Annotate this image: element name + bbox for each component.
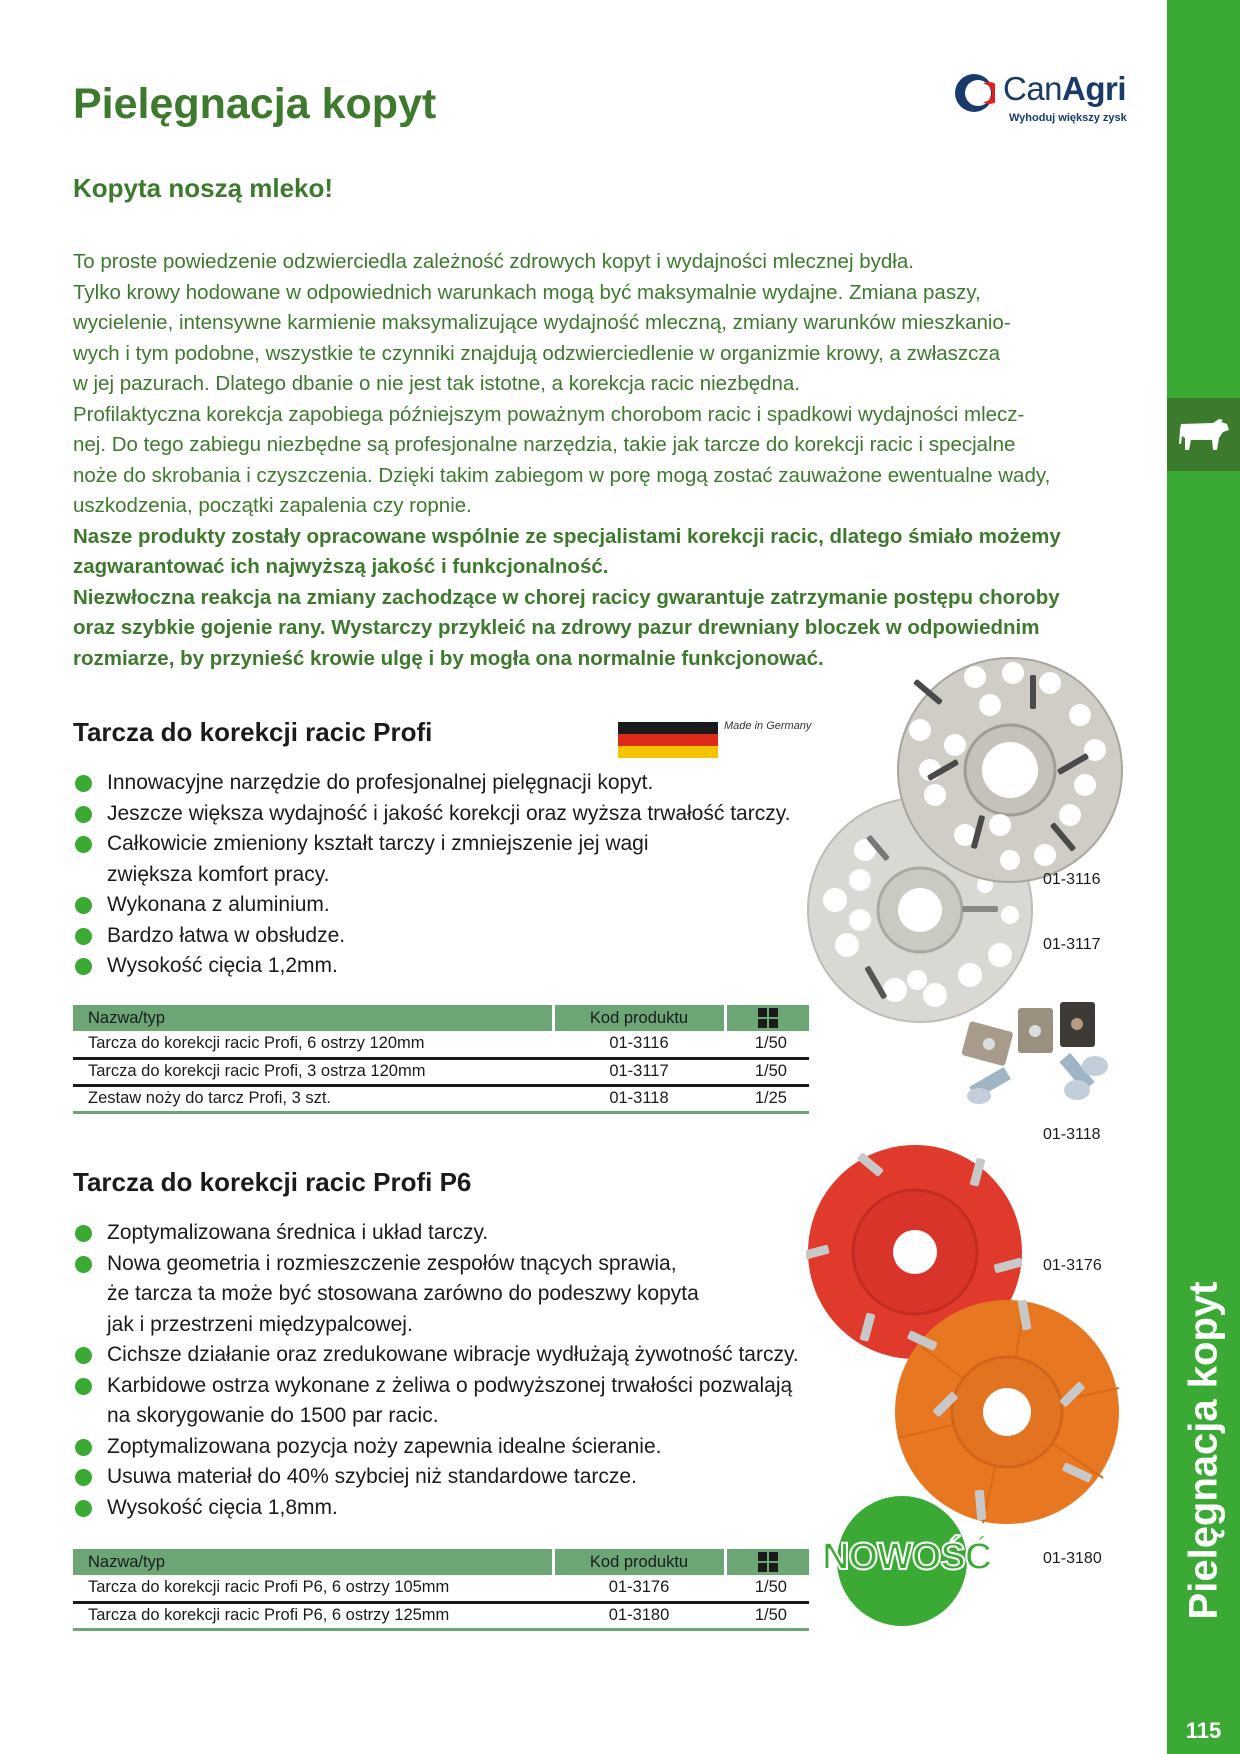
list-item: Nowa geometria i rozmieszczenie zespołów tnących sprawia, że tarcza ta może być stosowana zarówno do podeszwy kopyta jak i przestrzeni międzypalcowej. xyxy=(73,1249,799,1341)
logo-tagline: Wyhoduj większy zysk xyxy=(1009,112,1127,124)
bullet-dot-icon xyxy=(75,1347,92,1364)
table-row: Tarcza do korekcji racic Profi, 3 ostrza 120mm 01-3117 1/50 xyxy=(73,1058,809,1085)
bullet-dot-icon xyxy=(75,1256,92,1273)
made-in-label: Made in Germany xyxy=(724,720,812,732)
bullet-dot-icon xyxy=(75,897,92,914)
bullet-dot-icon xyxy=(75,928,92,945)
product-table-profi-p6 xyxy=(73,1549,809,1631)
bullet-dot-icon xyxy=(75,958,92,975)
bullet-dot-icon xyxy=(75,1378,92,1395)
image-code-label: 01-3118 xyxy=(1043,1126,1101,1143)
feature-list-profi xyxy=(73,768,790,982)
image-code-label: 01-3117 xyxy=(1043,936,1101,953)
section-title-profi-p6: Tarcza do korekcji racic Profi P6 xyxy=(73,1167,472,1197)
page-subtitle: Kopyta noszą mleko! xyxy=(73,173,334,203)
category-icon-box xyxy=(1167,398,1240,471)
canagri-logo xyxy=(953,70,1127,130)
table-row: Tarcza do korekcji racic Profi P6, 6 ostrzy 125mm 01-3180 1/50 xyxy=(73,1602,809,1629)
list-item: Zoptymalizowana średnica i układ tarczy. xyxy=(73,1218,799,1249)
list-item: Wysokość cięcia 1,8mm. xyxy=(73,1493,799,1524)
canagri-logo-mark-icon xyxy=(953,72,995,114)
image-code-label: 01-3176 xyxy=(1043,1257,1102,1274)
bullet-dot-icon xyxy=(75,806,92,823)
table-row: Tarcza do korekcji racic Profi P6, 6 ostrzy 105mm 01-3176 1/50 xyxy=(73,1575,809,1602)
product-table-profi xyxy=(73,1005,809,1114)
bullet-dot-icon xyxy=(75,1225,92,1242)
column-header-code: Kod produktu xyxy=(553,1005,725,1031)
column-header-pack xyxy=(725,1005,809,1031)
list-item: Wykonana z aluminium. xyxy=(73,890,790,921)
column-header-code: Kod produktu xyxy=(553,1549,725,1575)
intro-text: To proste powiedzenie odzwierciedla zależność zdrowych kopyt i wydajności mlecznej bydła. Tylko krowy hodowane w odpowiednich warunkach mogą być maksymalnie wydajne. Zmiana paszy, wycielenie, intensywne karmienie maksymalizujące wydajność mleczną, zmiany warunków mieszkanio- wych i tym podobne, wszystkie te czynniki znajdują odzwierciedlenie w organizmie krowy, a zwłaszcza w jej pazurach. Dlatego dbanie o nie jest tak istotne, a korekcja racic niezbędna. Profilaktyczna korekcja zapobiega późniejszym poważnym chorobom racic i spadkowi wydajności mlecz- nej. Do tego zabiegu niezbędne są profesjonalne narzędzia, takie jak tarcze do korekcji racic i specjalne noże do skrobania i czyszczenia. Dzięki takim zabiegom w porę mogą zostać zauważone ewentualne wady, uszkodzenia, początki zapalenia czy ropnie. Nasze produkty zostały opracowane wspólnie ze specjalistami korekcji racic, dlatego śmiało możemy zagwarantować ich najwyższą jakość i funkcjonalność. Niezwłoczna reakcja na zmiany zachodzące w chorej racicy gwarantuje zatrzymanie postępu choroby oraz szybkie gojenie rany. Wystarczy przykleić na zdrowy pazur drewniany bloczek w odpowiednim rozmiarze, by przynieść krowie ulgę i by mogła ona normalnie funkcjonować. xyxy=(73,250,1061,670)
pack-quantity-icon xyxy=(758,1008,778,1028)
bullet-dot-icon xyxy=(75,1500,92,1517)
logo-wordmark: CanAgri xyxy=(1003,70,1127,107)
pack-quantity-icon xyxy=(758,1552,778,1572)
page-title: Pielęgnacja kopyt xyxy=(73,80,437,128)
bullet-dot-icon xyxy=(75,1439,92,1456)
page-number: 115 xyxy=(1185,1718,1222,1743)
german-flag-icon xyxy=(618,722,718,758)
cow-icon xyxy=(1177,416,1231,454)
list-item: Cichsze działanie oraz zredukowane wibracje wydłużają żywotność tarczy. xyxy=(73,1340,799,1371)
list-item: Całkowicie zmieniony kształt tarczy i zmniejszenie jej wagi zwiększa komfort pracy. xyxy=(73,829,790,890)
list-item: Usuwa materiał do 40% szybciej niż standardowe tarcze. xyxy=(73,1462,799,1493)
feature-list-profi-p6 xyxy=(73,1218,799,1523)
bullet-dot-icon xyxy=(75,836,92,853)
column-header-name: Nazwa/typ xyxy=(73,1005,553,1031)
column-header-pack xyxy=(725,1549,809,1575)
table-row: Zestaw noży do tarcz Profi, 3 szt. 01-3118 1/25 xyxy=(73,1085,809,1112)
table-row: Tarcza do korekcji racic Profi, 6 ostrzy 120mm 01-3116 1/50 xyxy=(73,1031,809,1058)
list-item: Wysokość cięcia 1,2mm. xyxy=(73,951,790,982)
list-item: Zoptymalizowana pozycja noży zapewnia idealne ścieranie. xyxy=(73,1432,799,1463)
orange-disc-image xyxy=(893,1298,1121,1526)
list-item: Jeszcze większa wydajność i jakość korekcji oraz wyższa trwałość tarczy. xyxy=(73,799,790,830)
blade-set-image xyxy=(955,998,1125,1118)
list-item: Innowacyjne narzędzie do profesjonalnej pielęgnacji kopyt. xyxy=(73,768,790,799)
list-item: Bardzo łatwa w obsłudze. xyxy=(73,921,790,952)
new-badge-label: NOWOŚĆ xyxy=(822,1536,992,1578)
vertical-section-title: Pielęgnacja kopyt xyxy=(1181,1281,1226,1619)
list-item: Karbidowe ostrza wykonane z żeliwa o podwyższonej trwałości pozwalają na skorygowanie do 1500 par racic. xyxy=(73,1371,799,1432)
disc-6-blade-image xyxy=(895,655,1125,885)
bullet-dot-icon xyxy=(75,775,92,792)
column-header-name: Nazwa/typ xyxy=(73,1549,553,1575)
bullet-dot-icon xyxy=(75,1469,92,1486)
image-code-label: 01-3180 xyxy=(1043,1550,1102,1567)
section-title-profi: Tarcza do korekcji racic Profi xyxy=(73,717,433,747)
image-code-label: 01-3116 xyxy=(1043,871,1101,888)
